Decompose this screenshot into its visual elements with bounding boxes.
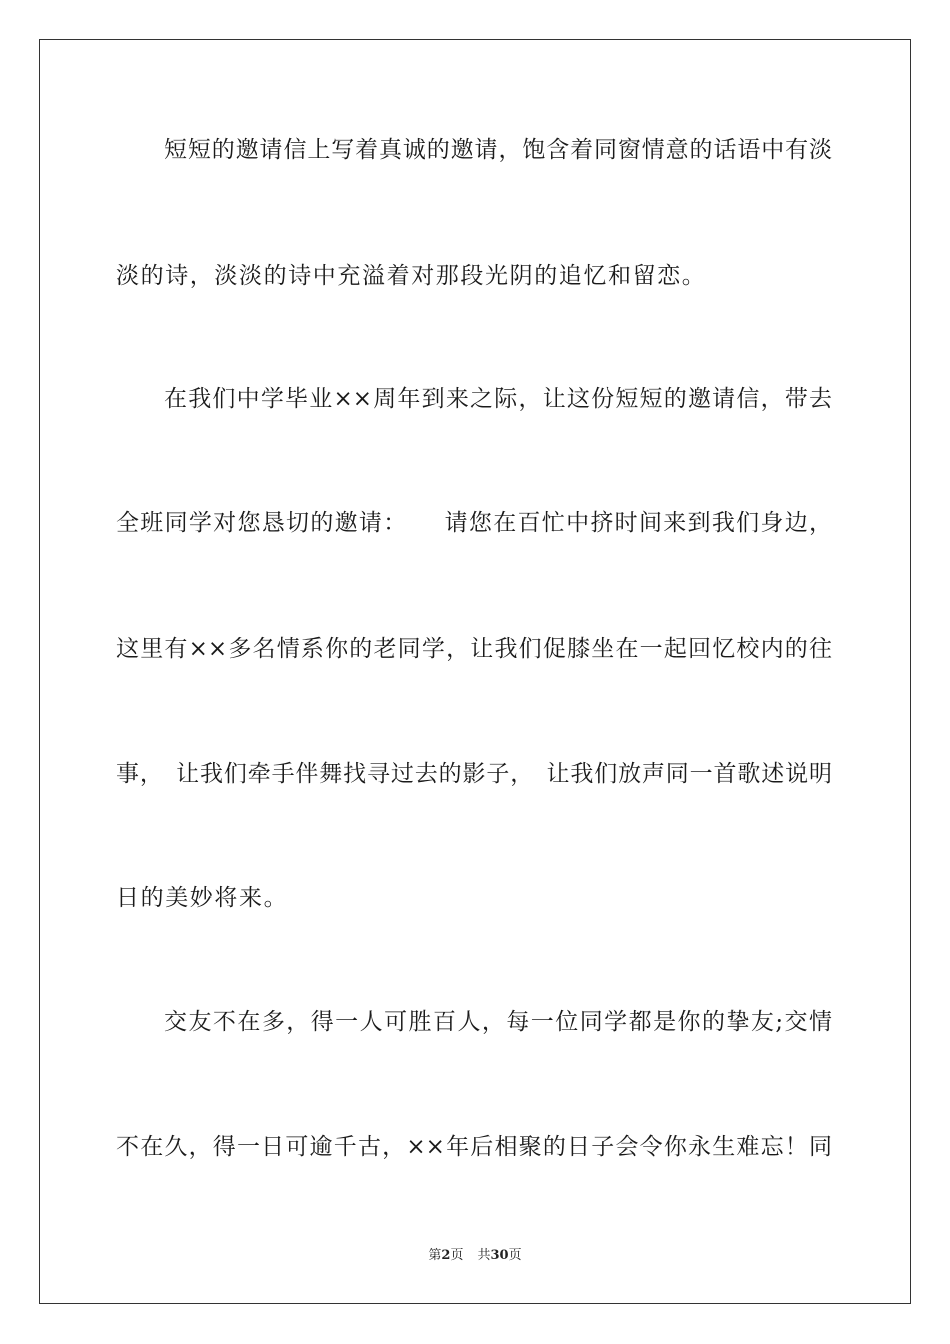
text-line-3: 在我们中学毕业××周年到来之际，让这份短短的邀请信，带去 [164, 386, 832, 412]
text-line-8: 交友不在多，得一人可胜百人，每一位同学都是你的挚友;交情 [164, 1009, 832, 1035]
page-border [39, 39, 911, 1304]
text-line-2: 淡的诗，淡淡的诗中充溢着对那段光阴的追忆和留恋。 [116, 263, 707, 289]
text-line-4: 全班同学对您恳切的邀请： 请您在百忙中挤时间来到我们身边， [116, 510, 832, 536]
text-line-7: 日的美妙将来。 [116, 885, 289, 911]
text-line-6: 事， 让我们牵手伴舞找寻过去的影子， 让我们放声同一首歌述说明 [116, 761, 832, 787]
total-prefix: 共 [477, 1248, 491, 1263]
total-pages: 30 [490, 1248, 509, 1263]
text-line-1: 短短的邀请信上写着真诚的邀请，饱含着同窗情意的话语中有淡 [164, 137, 832, 163]
page-prefix: 第 [428, 1248, 442, 1263]
total-suffix: 页 [508, 1248, 522, 1263]
page-suffix: 页 [450, 1248, 464, 1263]
text-line-9: 不在久，得一日可逾千古，××年后相聚的日子会令你永生难忘！同 [116, 1134, 832, 1160]
page-footer [0, 1247, 950, 1265]
text-line-5: 这里有××多名情系你的老同学，让我们促膝坐在一起回忆校内的往 [116, 636, 832, 662]
page-number: 2 [441, 1248, 451, 1263]
